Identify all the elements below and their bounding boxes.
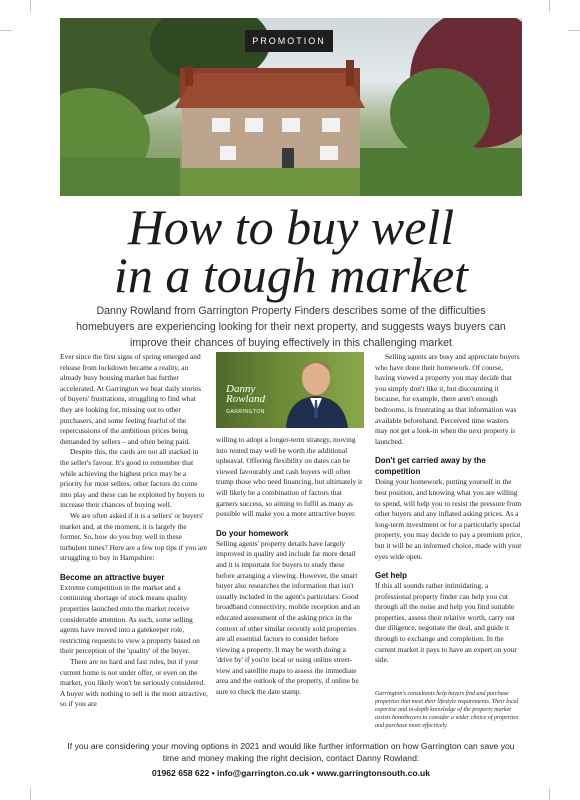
nameplate xyxy=(226,384,265,417)
section-heading: Get help xyxy=(375,571,408,581)
headline-line-2: in a tough market xyxy=(113,247,469,303)
section-heading: Do your homework xyxy=(216,528,289,538)
paragraph: There are no hard and fast rules, but if your current home is not under offer, or even on the market, you likely won't be seriously considered. A buyer with nothing to sell is the most attractive, so if you are xyxy=(60,657,208,709)
paragraph: Extreme competition in the market and a continuing shortage of stock means quality properties launched onto the market receive considerable attention. As such, some selling agents have moved into a gatekeeper role, restricting requests to view a property based on their perception of the 'quality' of the buyer. xyxy=(60,582,200,656)
paragraph: Ever since the first signs of spring emerged and release from lockdown became a reality, an already busy housing market has further accelerated. At Garrington we hear daily stories of buyers' frustrations, struggling to find what they are looking for, missing out to other purchasers, and some feeling fearful of the repercussions of the ambitious prices being demanded by sellers – and often being paid. xyxy=(60,352,201,446)
paragraph: Selling agents' property details have largely improved in quality and include far more detail and it is important for buyers to study these before arranging a viewing. However, the smart buyer also researches the information that isn't usually included in the agent's particulars. Good broadband connectivity, mobile reception and an educated assessment of the asking price in the context of other similar recently sold properties are all essential factors to consider before viewing a property. It may be worth doing a 'drive by' if you're local or using online street-view and satellite maps to assess the immediate area and the outlook of the property, if online be sure to check the date stamp. xyxy=(216,538,360,697)
promotion-label: PROMOTION xyxy=(245,30,333,52)
column-1 xyxy=(60,352,208,710)
photo-caption: Garrington's consultants help buyers find and purchase properties that meet their lifestyle requirements. Their local expertise and in-depth knowledge of the property market assists homebuyers to consider a wider choice of properties and purchase more effectively. xyxy=(375,691,519,729)
section-heading: Don't get carried away by the competition xyxy=(375,456,486,477)
paragraph: Despite this, the cards are not all stacked in the seller's favour. It's good to remember that while achieving the highest price may be a priority for most sellers, other factors do come into play and these can be exploited by buyers to increase their chances of buying well. xyxy=(60,447,205,510)
crop-mark xyxy=(549,788,550,800)
paragraph: We are often asked if it is a sellers' or buyers' market and, at the moment, it is largely the former. So, how do you buy well in these turbulent times? Here are a few top tips if you are struggling to buy in Hampshire: xyxy=(60,510,207,563)
headline-line-1: How to buy well xyxy=(127,199,455,255)
crop-mark xyxy=(0,30,12,31)
footer-text: If you are considering your moving options in 2021 and would like further information on how Garrington can save you time and money making the right decision, contact Danny Rowland: xyxy=(67,741,515,763)
contact-details: 01962 658 622 • info@garrington.co.uk • www.garringtonsouth.co.uk xyxy=(151,768,431,778)
crop-mark xyxy=(568,30,580,31)
crop-mark xyxy=(30,788,31,800)
paragraph: If this all sounds rather intimidating, a professional property finder can help you cut through all the noise and help you find suitable properties, assess their relative worth, carry out due diligence, negotiate the deal, and guide it through to exchange and completion. In the current market it pays to have an expert on your side. xyxy=(375,581,517,665)
crop-mark xyxy=(30,0,31,12)
danny-rowland-photo xyxy=(216,352,364,428)
column-2 xyxy=(216,435,364,698)
paragraph: Doing your homework, putting yourself in the best position, and knowing what you are willing to spend, will help you to resist the pressure from other buyers and any inflated asking prices. As a long-term investment or for a particularly special property, you may decide to pay a premium price, but it will be an informed choice, made with your eyes wide open. xyxy=(375,477,523,561)
name-last: Rowland xyxy=(226,393,266,405)
paragraph: willing to adopt a longer-term strategy, moving into rented may well be worth the additional upheaval. Offering flexibility on dates can be viewed favourably and cash buyers will often trump those who need financing, but ultimately it will likely be a combination of factors that garners success, so aiming to fulfil as many as possible will make you a more attractive buyer. xyxy=(216,435,363,519)
column-3 xyxy=(375,352,523,666)
paragraph: Selling agents are busy and appreciate buyers who have done their homework. Of course, having viewed a property you may decide that you simply don't like it, but discounting it because, for example, there aren't enough bedrooms, is frustrating as that information was available beforehand. Perceived time wasters may not get a look-in when the next property is launched. xyxy=(375,352,520,446)
company-name: GARRINGTON xyxy=(226,409,265,415)
standfirst: Danny Rowland from Garrington Property Finders describes some of the difficulties homebuyers are experiencing looking for their next property, and suggests ways buyers can improve their chances of buying effectively in this challenging market xyxy=(76,305,506,349)
crop-mark xyxy=(549,0,550,12)
section-heading: Become an attractive buyer xyxy=(60,572,165,582)
name-first: Danny xyxy=(226,383,256,395)
